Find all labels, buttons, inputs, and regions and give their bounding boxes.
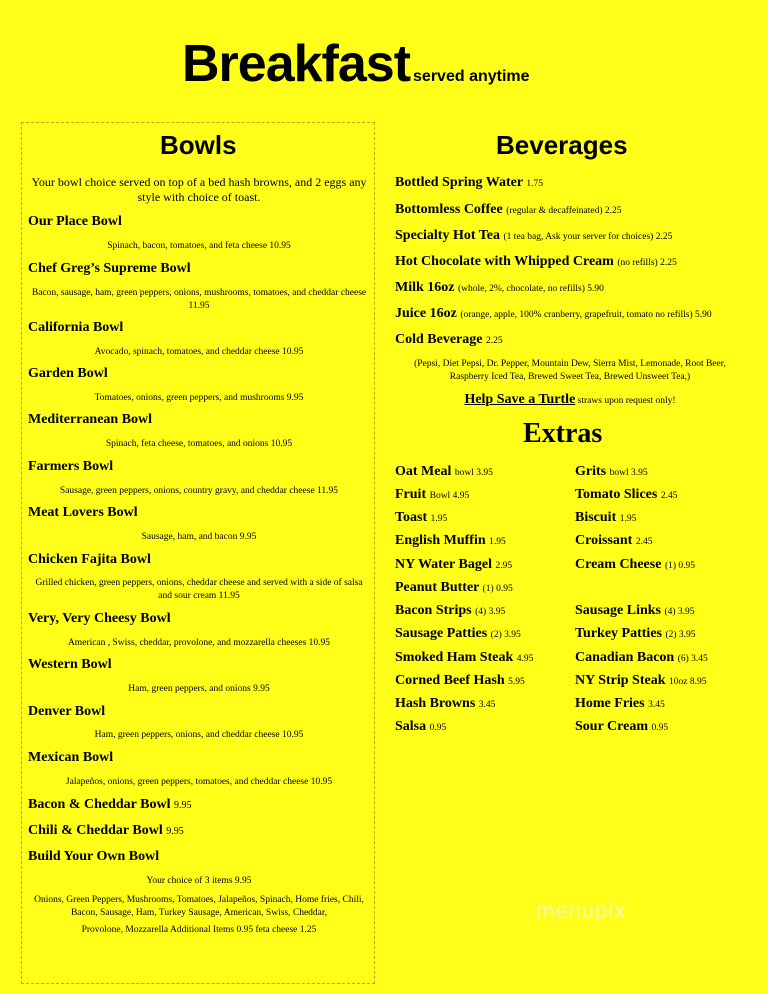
extra-name: Bacon Strips <box>395 603 472 618</box>
extra-item <box>575 719 668 735</box>
extra-price: 5.95 <box>508 677 525 687</box>
beverage-name: Juice 16oz <box>395 306 457 321</box>
extra-name: Corned Beef Hash <box>395 673 505 688</box>
extra-price: 0.95 <box>429 723 447 733</box>
bowl-desc: Sausage, green peppers, onions, country gravy, and cheddar cheese 11.95 <box>59 486 339 496</box>
extra-price: bowl 3.95 <box>609 468 648 478</box>
bowl-name: Our Place Bowl <box>28 214 122 229</box>
extra-name: Oat Meal <box>395 464 452 479</box>
bowl-name-text: Bacon & Cheddar Bowl <box>28 797 171 812</box>
extra-name: Croissant <box>575 533 633 548</box>
bowls-heading: Bowls <box>160 130 237 160</box>
beverage-name: Milk 16oz <box>395 280 455 295</box>
extra-name: Turkey Patties <box>575 626 662 641</box>
bowls-intro: Your bowl choice served on top of a bed hash browns, and 2 eggs any style with choice of toast. <box>31 175 367 204</box>
bowl-desc: Ham, green peppers, and onions 9.95 <box>128 684 270 694</box>
bowl-desc: Sausage, ham, and bacon 9.95 <box>141 532 257 542</box>
extra-item <box>395 719 446 735</box>
extra-name: Sausage Patties <box>395 626 488 641</box>
extra-price: 2.45 <box>635 537 653 547</box>
extra-item <box>395 557 512 573</box>
extra-price: (6) 3.45 <box>677 654 708 664</box>
extra-name: Canadian Bacon <box>575 650 675 665</box>
extra-price: (4) 3.95 <box>664 607 695 617</box>
extra-price: (1) 0.95 <box>664 561 696 571</box>
extra-price: 1.95 <box>430 514 448 524</box>
bowl-name: Farmers Bowl <box>28 459 114 474</box>
beverage-detail: (1 tea bag, Ask your server for choices) 2.25 <box>503 232 673 242</box>
bowl-desc: Grilled chicken, green peppers, onions, cheddar cheese and served with a side of salsa and sour cream 11.95 <box>35 578 363 601</box>
beverage-name: Cold Beverage <box>395 332 483 347</box>
beverage-detail: 1.75 <box>526 179 543 189</box>
beverage-detail: (orange, apple, 100% cranberry, grapefruit, tomato no refills) 5.90 <box>460 310 712 320</box>
extra-item <box>575 626 696 642</box>
extra-name: Grits <box>575 464 607 479</box>
bowl-price: 9.95 <box>166 826 184 837</box>
watermark: menupix <box>536 898 627 923</box>
bowl-name: Mediterranean Bowl <box>28 412 153 427</box>
extra-item <box>395 650 533 666</box>
beverage-item <box>395 228 672 244</box>
extra-name: Toast <box>395 510 428 525</box>
beverage-item <box>395 202 622 218</box>
extra-item <box>395 603 505 619</box>
extra-price: bowl 3.95 <box>454 468 493 478</box>
beverage-name: Hot Chocolate with Whipped Cream <box>395 254 614 269</box>
turtle-note <box>395 392 745 408</box>
beverages-heading: Beverages <box>496 130 628 160</box>
bowl-desc: Bacon, sausage, ham, green peppers, onions, mushrooms, tomatoes, and cheddar cheese 11.95 <box>31 288 367 311</box>
title-main: Breakfast <box>182 35 411 93</box>
extra-name: Biscuit <box>575 510 617 525</box>
extra-price: 0.95 <box>651 723 669 733</box>
extra-name: Tomato Slices <box>575 487 658 502</box>
extra-name: Sausage Links <box>575 603 661 618</box>
beverage-detail: (whole, 2%, chocolate, no refills) 5.90 <box>458 284 604 294</box>
bowl-desc: Ham, green peppers, onions, and cheddar cheese 10.95 <box>94 730 304 740</box>
extra-item <box>395 673 525 689</box>
extra-name: English Muffin <box>395 533 486 548</box>
extra-item <box>395 580 513 596</box>
bowl-desc: Spinach, feta cheese, tomatoes, and onions 10.95 <box>105 439 293 449</box>
extra-name: Peanut Butter <box>395 580 480 595</box>
extra-price: 1.95 <box>619 514 637 524</box>
beverage-detail: 2.25 <box>485 336 503 346</box>
turtle-text: straws upon request only! <box>575 396 676 406</box>
extra-item <box>575 487 677 503</box>
extra-name: Home Fries <box>575 696 645 711</box>
extra-item <box>575 464 648 480</box>
bowl-name-text: Chili & Cheddar Bowl <box>28 823 163 838</box>
extra-name: Hash Browns <box>395 696 476 711</box>
extra-name: Cream Cheese <box>575 557 662 572</box>
title-subtitle: served anytime <box>413 68 530 85</box>
bowl-desc: Your choice of 3 items 9.95 <box>146 876 252 886</box>
beverage-name: Bottomless Coffee <box>395 202 503 217</box>
bowl-name: Denver Bowl <box>28 704 106 719</box>
beverage-item <box>395 280 604 296</box>
extra-name: Fruit <box>395 487 427 502</box>
extra-item <box>395 464 493 480</box>
extra-name: Smoked Ham Steak <box>395 650 514 665</box>
beverage-item <box>395 332 503 348</box>
beverage-item <box>395 254 677 270</box>
beverage-detail: (regular & decaffeinated) 2.25 <box>506 206 622 216</box>
extra-price: (2) 3.95 <box>490 630 521 640</box>
cold-beverage-note: (Pepsi, Diet Pepsi, Dr. Pepper, Mountain Dew, Sierra Mist, Lemonade, Root Beer, Raspberry Iced Tea, Brewed Sweet Tea, Brewed Unsweet Tea,) <box>414 359 726 382</box>
extra-price: Bowl 4.95 <box>429 491 470 501</box>
extra-item <box>395 626 521 642</box>
extra-item <box>575 533 652 549</box>
extra-name: NY Water Bagel <box>395 557 492 572</box>
extra-price: 3.45 <box>478 700 496 710</box>
build-options: Onions, Green Peppers, Mushrooms, Tomatoes, Jalapeños, Spinach, Home fries, Chili, Bacon, Sausage, Ham, Turkey Sausage, American, Swiss, Cheddar, <box>34 895 364 918</box>
beverage-name: Specialty Hot Tea <box>395 228 501 243</box>
extra-name: Sour Cream <box>575 719 648 734</box>
extra-price: 3.45 <box>648 700 665 710</box>
bowl-name <box>28 823 184 839</box>
extra-item <box>395 487 469 503</box>
extra-item <box>575 510 636 526</box>
bowl-name: Chicken Fajita Bowl <box>28 552 151 567</box>
bowl-desc: Spinach, bacon, tomatoes, and feta cheese 10.95 <box>107 241 291 251</box>
beverage-item <box>395 175 543 191</box>
bowl-name <box>28 797 191 813</box>
beverage-detail: (no refills) 2.25 <box>617 258 677 268</box>
bowl-name: Meat Lovers Bowl <box>28 505 138 520</box>
extra-item <box>575 557 695 573</box>
bowl-price: 9.95 <box>173 800 192 811</box>
extra-item <box>395 696 495 712</box>
beverage-name: Bottled Spring Water <box>395 175 523 190</box>
bowl-name: California Bowl <box>28 320 124 335</box>
bowl-name: Garden Bowl <box>28 366 108 381</box>
bowl-desc: American , Swiss, cheddar, provolone, and mozzarella cheeses 10.95 <box>67 638 331 648</box>
extra-price: 4.95 <box>516 654 534 664</box>
page-title <box>182 34 530 94</box>
extra-item <box>575 696 665 712</box>
build-options-2: Provolone, Mozzarella Additional Items 0.95 feta cheese 1.25 <box>81 925 317 935</box>
bowl-desc: Tomatoes, onions, green peppers, and mushrooms 9.95 <box>94 393 304 403</box>
extra-item <box>395 533 506 549</box>
bowl-name: Western Bowl <box>28 657 112 672</box>
extra-price: 2.95 <box>495 561 513 571</box>
extra-item <box>575 603 695 619</box>
turtle-title: Help Save a Turtle <box>464 392 576 407</box>
bowl-name: Mexican Bowl <box>28 750 114 765</box>
bowl-desc: Jalapeños, onions, green peppers, tomatoes, and cheddar cheese 10.95 <box>65 777 333 787</box>
extras-heading: Extras <box>523 418 603 449</box>
extra-item <box>575 650 708 666</box>
extra-item <box>395 510 447 526</box>
bowl-name: Build Your Own Bowl <box>28 849 160 864</box>
beverage-item <box>395 306 712 322</box>
extra-price: 2.45 <box>660 491 678 501</box>
extra-price: (2) 3.95 <box>665 630 696 640</box>
bowl-name: Chef Greg’s Supreme Bowl <box>28 261 191 276</box>
extra-price: (1) 0.95 <box>482 584 513 594</box>
extra-item <box>575 673 706 689</box>
bowl-name: Very, Very Cheesy Bowl <box>28 611 171 626</box>
bowl-desc: Avocado, spinach, tomatoes, and cheddar cheese 10.95 <box>94 347 304 357</box>
extra-name: NY Strip Steak <box>575 673 666 688</box>
extra-name: Salsa <box>395 719 427 734</box>
extra-price: (4) 3.95 <box>475 607 506 617</box>
extra-price: 10oz 8.95 <box>669 677 707 687</box>
extra-price: 1.95 <box>489 537 506 547</box>
